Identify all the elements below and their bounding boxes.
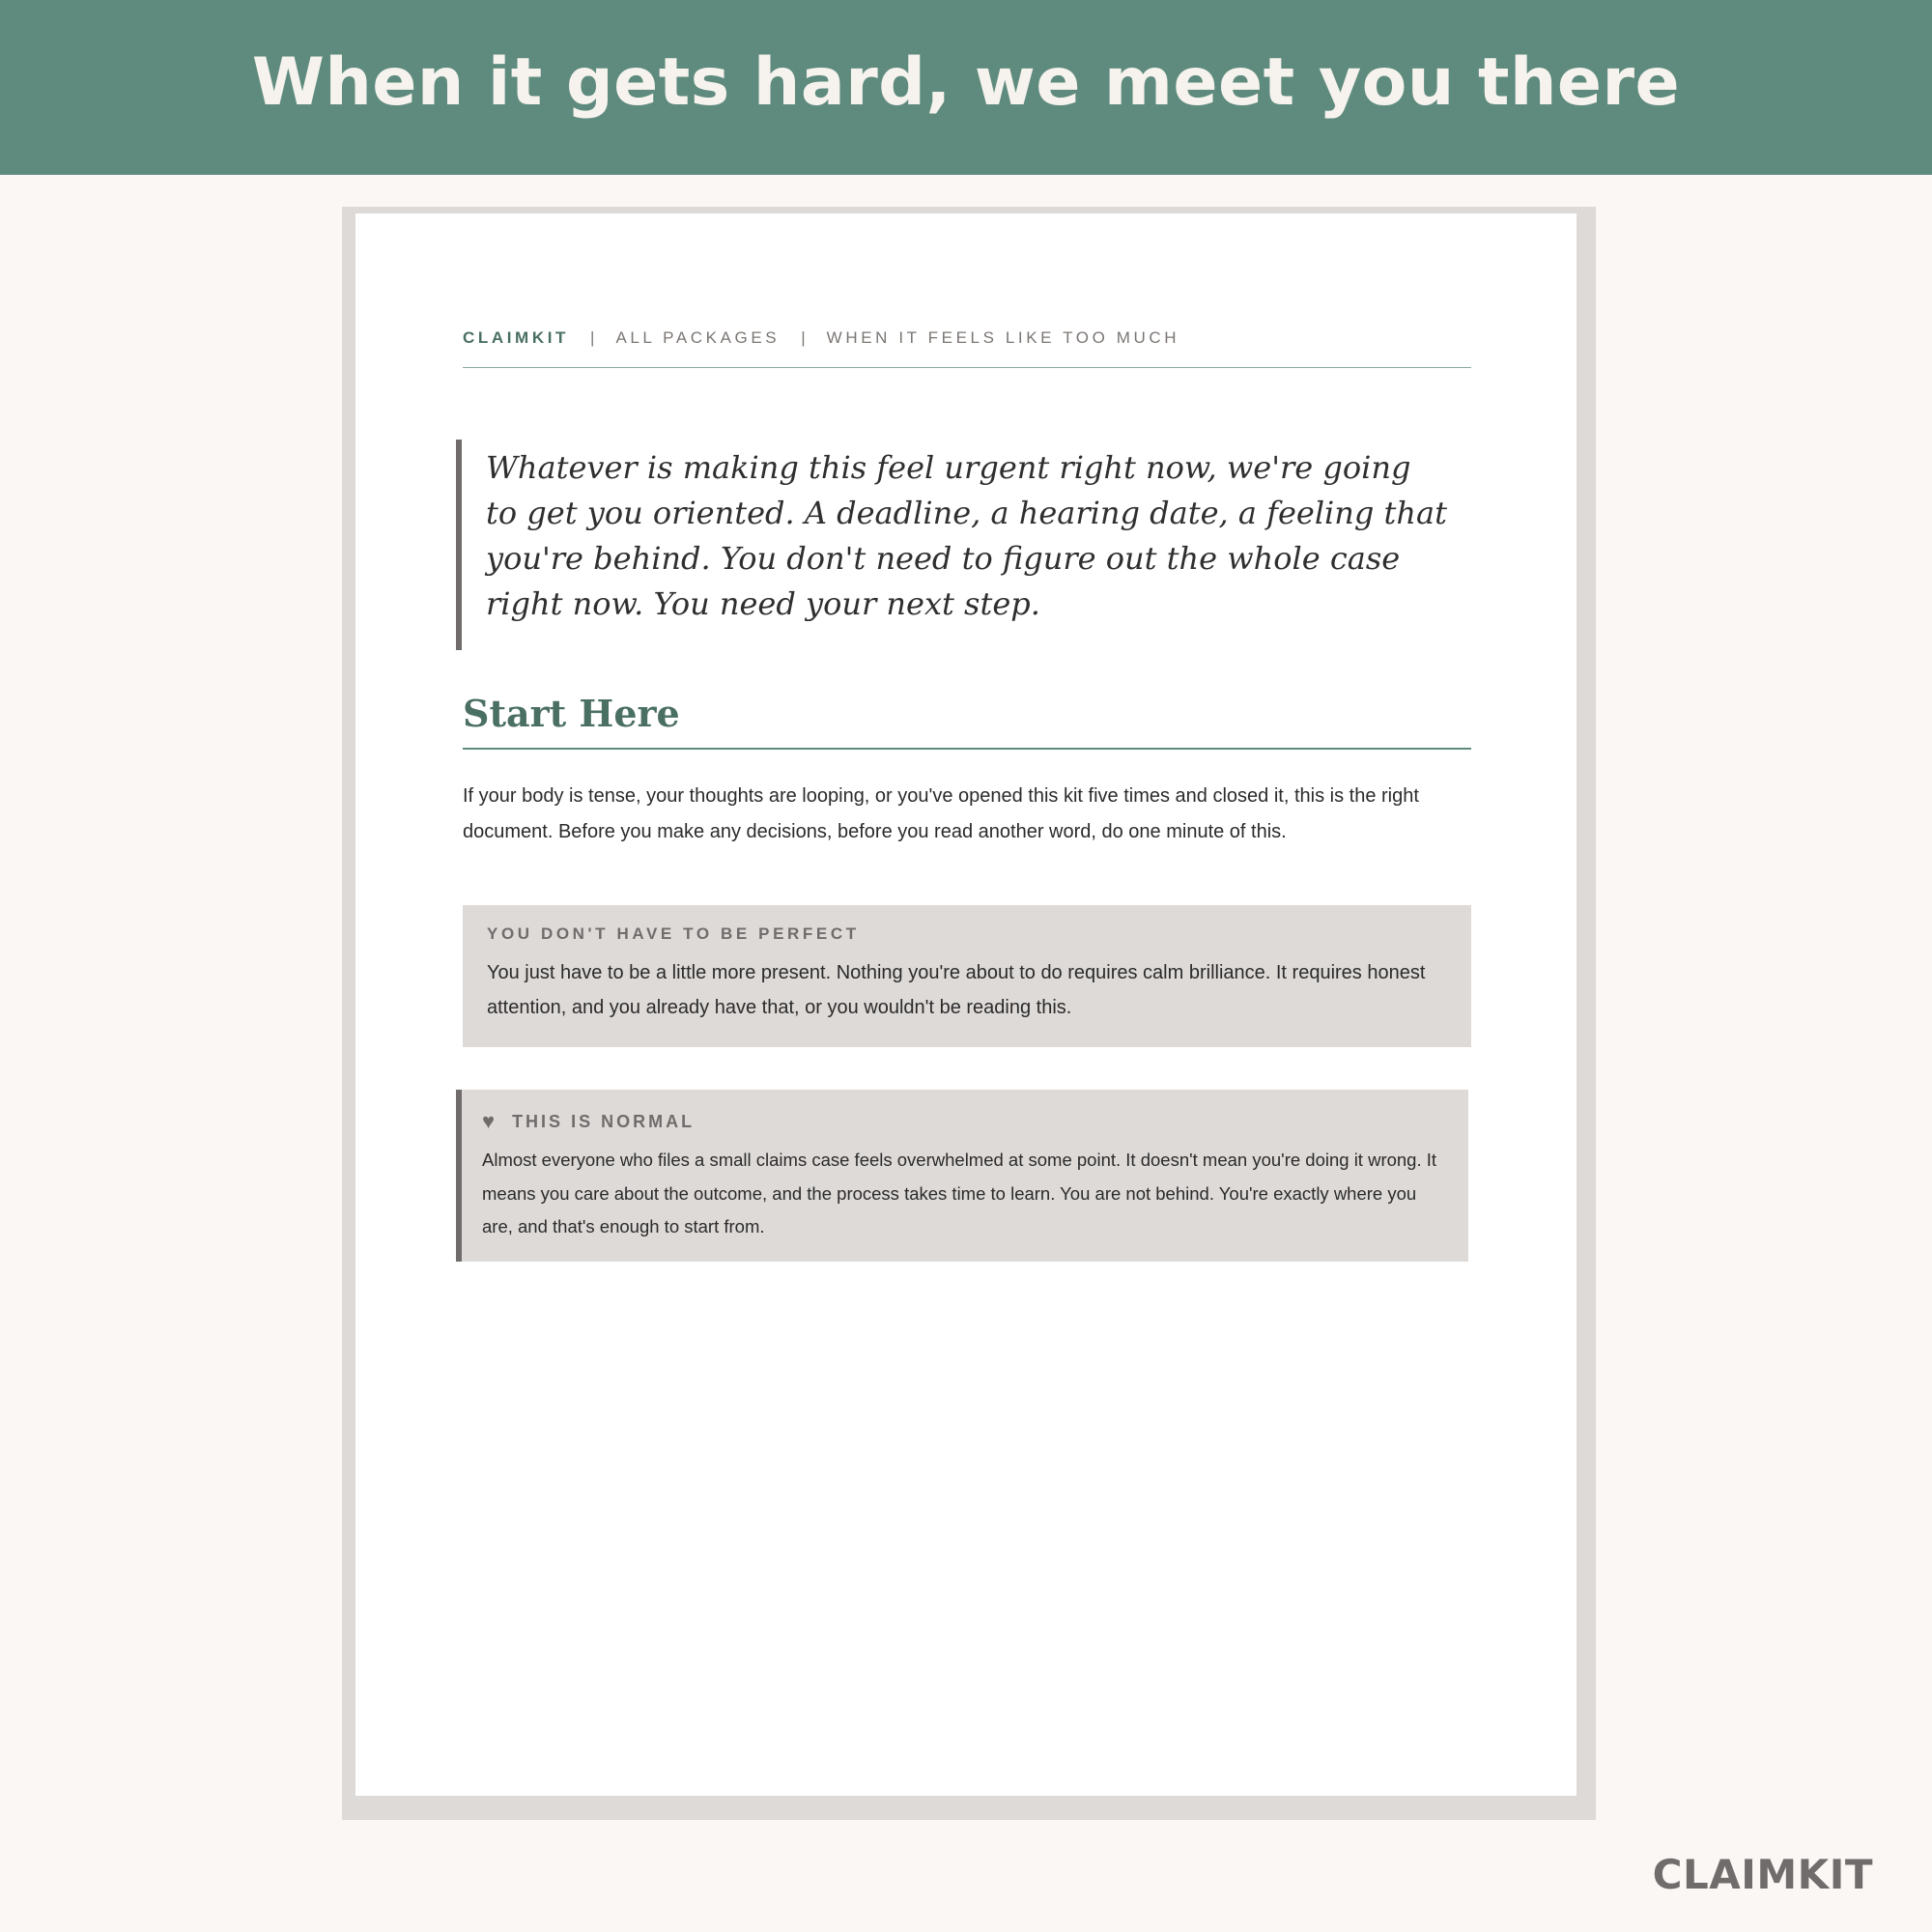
callout-text: You just have to be a little more present. Nothing you're about to do requires calm brilliance. It requires honest attention, and you already have that, or you wouldn't be reading this. bbox=[487, 962, 1426, 1018]
note-box bbox=[456, 1090, 1468, 1262]
document-frame bbox=[342, 207, 1596, 1820]
breadcrumb-all-packages[interactable]: ALL PACKAGES bbox=[615, 328, 781, 347]
callout-label: YOU DON'T HAVE TO BE PERFECT bbox=[487, 924, 860, 943]
breadcrumb-separator: | bbox=[801, 328, 806, 347]
pull-quote bbox=[456, 440, 1451, 650]
section-title: Start Here bbox=[463, 687, 1471, 750]
note-header bbox=[482, 1109, 1447, 1134]
breadcrumb-brand[interactable]: CLAIMKIT bbox=[463, 328, 570, 347]
breadcrumb bbox=[463, 328, 1471, 368]
top-banner bbox=[0, 0, 1932, 175]
heart-icon: ♥ bbox=[482, 1109, 496, 1133]
callout-box bbox=[463, 905, 1471, 1047]
banner-title: When it gets hard, we meet you there bbox=[251, 44, 1681, 121]
pull-quote-text: Whatever is making this feel urgent right now, we're going to get you oriented. A deadline, a hearing date, a feeling that you're behind. You don't need to figure out the whole case right now. You need your next step. bbox=[486, 449, 1447, 622]
breadcrumb-separator: | bbox=[590, 328, 595, 347]
document-page bbox=[355, 213, 1577, 1796]
note-text: Almost everyone who files a small claims case feels overwhelmed at some point. It doesn't mean you're doing it wrong. It means you care about the outcome, and the process takes time to learn. You are not behind. You're exactly where you are, and that's enough to start from. bbox=[482, 1150, 1437, 1236]
footer-logo: CLAIMKIT bbox=[1652, 1851, 1873, 1898]
breadcrumb-current-page: WHEN IT FEELS LIKE TOO MUCH bbox=[826, 328, 1180, 347]
section-intro: If your body is tense, your thoughts are looping, or you've opened this kit five times and closed it, this is the right document. Before you make any decisions, before you read another word, do one minute of this. bbox=[463, 785, 1419, 842]
note-label: THIS IS NORMAL bbox=[512, 1111, 696, 1131]
